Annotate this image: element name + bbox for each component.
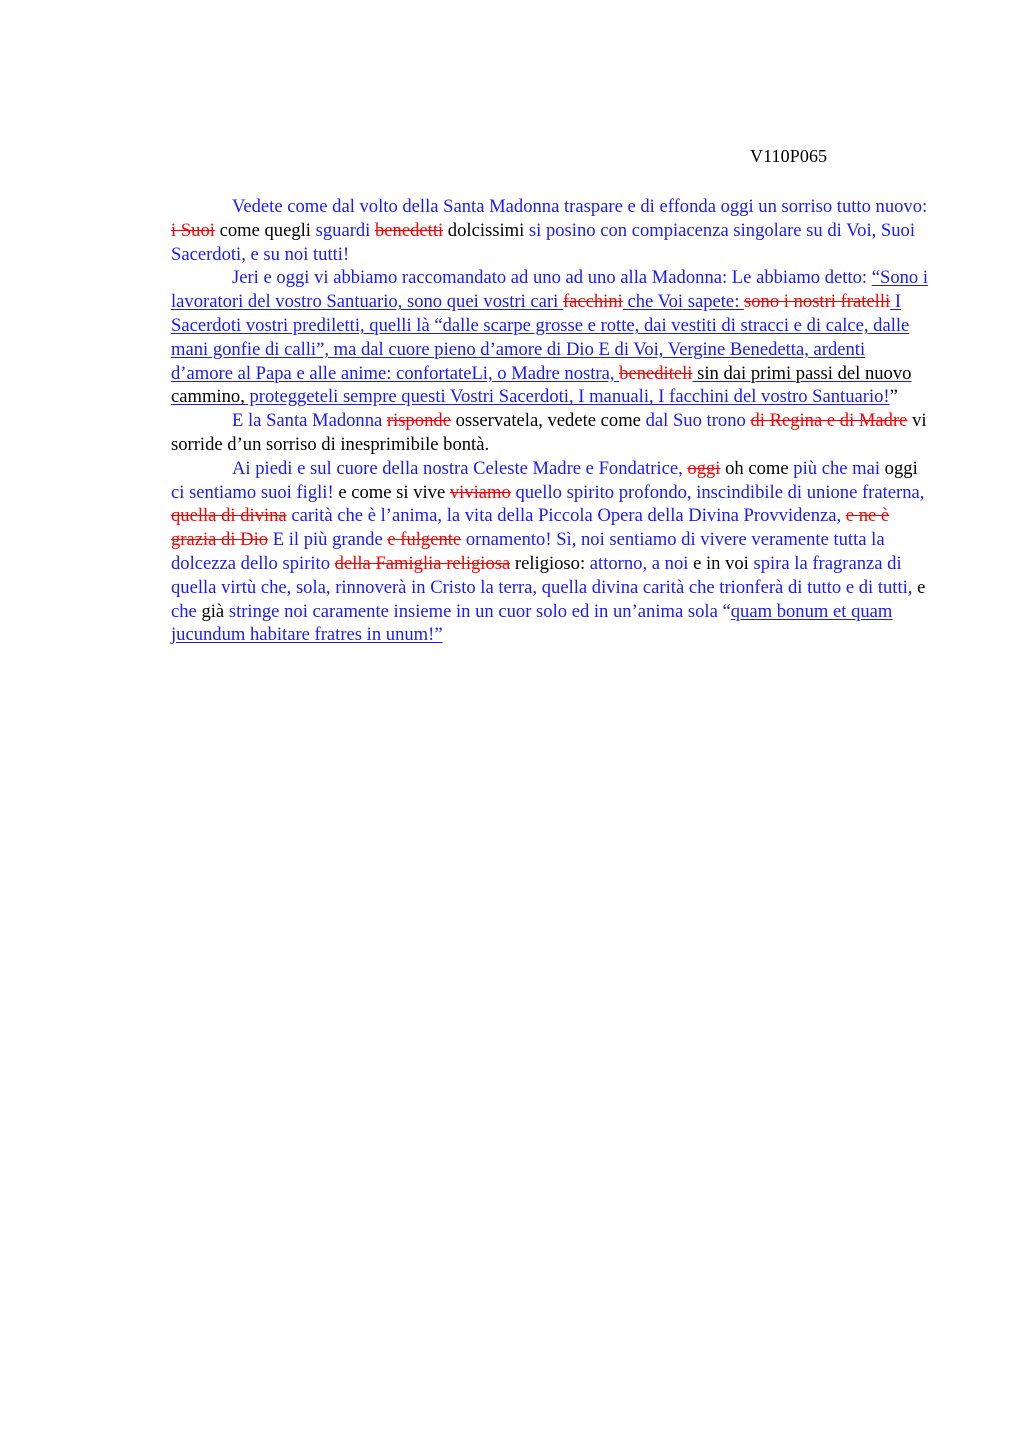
original-text: dolcissimi [443, 219, 529, 241]
inserted-text: ornamento! Sì, noi sentiamo di vivere veramente tutta la dolcezza dello spirito [171, 529, 885, 574]
deleted-text: quella di divina [171, 505, 287, 527]
inserted-text: attorno, a noi [589, 552, 694, 574]
document-id: V110P065 [750, 146, 828, 166]
inserted-text: “Sono i lavoratori del vostro Santuario, sono quei vostri cari [171, 267, 929, 313]
original-text: già [201, 600, 229, 622]
inserted-text: sguardi [315, 219, 375, 241]
inserted-text: carità che è l’anima, la vita della Piccola Opera della Divina Provvidenza, [286, 505, 846, 527]
inserted-text: ci sentiamo suoi figli! [171, 481, 339, 503]
inserted-text: I Sacerdoti vostri prediletti, quelli là “dalle scarpe grosse e rotte, dai vestiti di stracci e di calce, dalle mani gonfie di calli”, ma dal cuore pieno d’amore di Dio E di Voi, Vergine Benedetta, ardenti d’amore al Papa e alle anime: confortateLi, o Madre nostra, [171, 291, 910, 384]
inserted-text: proteggeteli sempre questi Vostri Sacerdoti, I manuali, I facchini del vostro Santuario! [244, 386, 890, 408]
original-text: come quegli [214, 219, 316, 241]
document-body [171, 195, 929, 647]
deleted-text: risponde [386, 410, 451, 432]
paragraph [171, 457, 929, 647]
original-text: oh come [720, 457, 794, 479]
inserted-text: Vedete come dal volto della Santa Madonna traspare e di effonda oggi un sorriso tutto nuovo: [232, 196, 928, 217]
inserted-text: E la Santa Madonna [232, 410, 387, 432]
inserted-text: che Voi sapete: [622, 291, 745, 313]
inserted-text: noi caramente insieme in un cuor solo ed in un’anima sola [284, 600, 723, 622]
original-text: e come si vive [338, 481, 450, 503]
deleted-text: facchini [562, 291, 623, 313]
inserted-text: quello spirito profondo, inscindibile di unione fraterna, [510, 481, 925, 503]
paragraph [171, 195, 929, 266]
inserted-text: più che mai [793, 457, 885, 479]
inserted-text: E il più grande [268, 529, 388, 551]
deleted-text: e fulgente [387, 529, 462, 551]
inserted-text: stringe [228, 600, 285, 622]
deleted-text: benedetti [375, 219, 444, 241]
original-text: religioso: [510, 552, 590, 574]
inserted-text: che [171, 600, 202, 622]
deleted-text: e ne è grazia di Dio [171, 505, 890, 551]
inserted-text: spira la fragranza di quella virtù che, sola, rinnoverà in Cristo la terra, quella divina carità che trionferà di tutto e di tutti, [171, 552, 918, 598]
inserted-text: si posino con compiacenza singolare su di Voi, Suoi Sacerdoti, e su noi tutti! [171, 219, 916, 265]
original-text: vi sorride d’un sorriso di inesprimibile bontà. [171, 410, 927, 455]
original-text: oggi [884, 457, 918, 479]
original-text: e [917, 576, 926, 598]
paragraph [171, 266, 929, 409]
inserted-text: quam bonum et quam jucundum habitare fratres in unum!” [171, 600, 893, 646]
deleted-text: sono i nostri fratelli [744, 291, 891, 313]
deleted-text: benediteli [619, 362, 693, 384]
deleted-text: oggi [687, 457, 721, 479]
inserted-text: dal Suo trono [645, 410, 751, 432]
original-text: sin dai primi passi del nuovo cammino, [171, 362, 912, 408]
deleted-text: della Famiglia religiosa [334, 552, 511, 574]
deleted-text: di Regina e di Madre [750, 410, 908, 432]
original-text: ” [889, 386, 898, 408]
deleted-text: i Suoi [171, 219, 215, 241]
original-text: osservatela, vedete come [450, 410, 646, 432]
deleted-text: viviamo [449, 481, 511, 503]
paragraph [171, 409, 929, 457]
inserted-text: Ai piedi e sul cuore della nostra Celeste Madre e Fondatrice, [232, 457, 688, 479]
original-text: e in voi [693, 552, 754, 574]
inserted-text: “ [722, 600, 731, 622]
inserted-text: Jeri e oggi vi abbiamo raccomandato ad uno ad uno alla Madonna: Le abbiamo detto: [232, 267, 872, 289]
